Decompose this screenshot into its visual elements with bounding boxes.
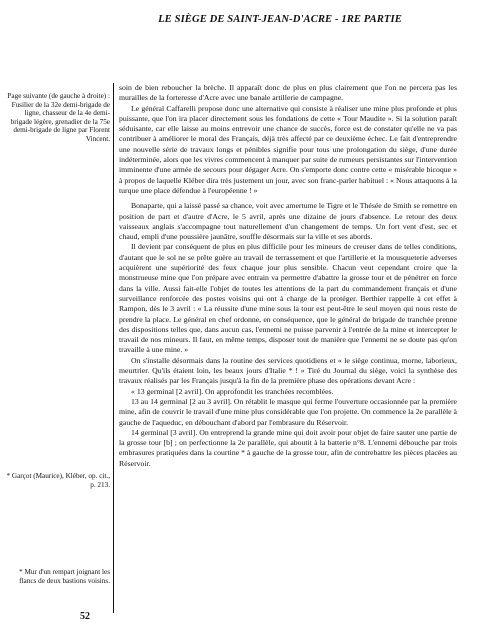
running-head	[120, 14, 440, 25]
running-head-text: LE SIÈGE DE SAINT-JEAN-D'ACRE - 1RE PARTIE	[158, 14, 402, 25]
body-paragraph: On s'installe désormais dans la routine des services quotidiens et « le siège continua, morne, laborieux, meurtrier. Qu'ils étaient loin, les beaux jours d'Italie * ! » Tiré du Journal du siège, voici la synthèse des travaux réalisés par les Français jusqu'à la fin de la première phase des opérations devant Acre :	[119, 355, 457, 386]
margin-divider-rule	[113, 83, 114, 613]
journal-entry: 13 au 14 germinal [2 au 3 avril]. On rétablit le masque qui ferme l'ouverture occasionnée par la première mine, afin de couvrir le travail d'une mine plus considérable que l'on projette. On commence la 2e parallèle à gauche de l'aqueduc, en débouchant d'abord par l'embrasure du Réservoir.	[119, 396, 457, 427]
body-text	[119, 83, 457, 469]
journal-entry: « 13 germinal [2 avril]. On approfondit les tranchées recomblées.	[131, 386, 334, 396]
body-paragraph: soin de bien reboucher la brèche. Il apparaît donc de plus en plus clairement que l'on ne percera pas les murailles de la forteresse d'Acre avec une banale artillerie de campagne.	[119, 83, 457, 103]
body-paragraph: Il devient par conséquent de plus en plus difficile pour les mineurs de creuser dans de telles conditions, d'autant que le sol ne se prête guère au travail de terrassement et que l'artillerie et la mousqueterie adverses acquièrent une supériorité des feux chaque jour plus sensible. Chacun veut cependant croire que la monstrueuse mine que l'on prépare avec entrain va permettre d'abattre la grosse tour et de pénétrer en force dans la ville. Aussi fait-elle l'objet de toutes les attentions de la part du commandement français et d'une surveillance renforcée des postes voisins qui ont à charge de la protéger. Berthier rappelle à cet effet à Rampon, dès le 3 avril : « La réussite d'une mine sous la tour est peut-être le seul moyen qui nous reste de prendre la place. Le général en chef ordonne, en conséquence, que le général de brigade de tranchée prenne des dispositions telles que, dans aucun cas, l'ennemi ne puisse parvenir à l'entrée de la mine et intercepter le travail de nos mineurs. Il faut, en même temps, disposer tout de manière que l'ennemi ne se doute pas qu'on travaille à une mine. »	[119, 242, 457, 355]
body-paragraph: Le général Caffarelli propose donc une alternative qui consiste à réaliser une mine plus profonde et plus puissante, que l'on ira placer directement sous les fondations de cette « Tour Maudite ». Si la solution paraît séduisante, car elle laisse au moins entrevoir une chance de succès, force est de constater qu'elle ne va pas contribuer à améliorer le moral des Français, déjà très affecté par ce deuxième échec. Le fait d'entreprendre une nouvelle série de travaux longs et pénibles signifie pour tous une prolongation du siège, d'une durée indéterminée, alors que les vivres commencent à manquer par suite de rumeurs persistantes sur l'intervention imminente d'une armée de secours pour dégager Acre. On s'emporte donc contre cette « misérable bicoque » à propos de laquelle Kléber dira très justement un jour, avec son franc-parler habituel : « Nous attaquons à la turque une place défendue à l'européenne ! »	[119, 103, 457, 195]
page-number: 52	[80, 611, 90, 622]
margin-note-illustration-caption: Page suivante (de gauche à droite) : Fusilier de la 32e demi-brigade de ligne, chasseur de la 4e demi-brigade légère, grenadier de la 75e demi-brigade de ligne par Florent Vincent.	[7, 92, 110, 143]
margin-note-footnote-garcot: * Garçot (Maurice), Kléber, op. cit., p. 213.	[6, 472, 110, 489]
journal-entry: 14 germinal [3 avril]. On entreprend la grande mine qui doit avoir pour objet de faire sauter une partie de la grosse tour [b] ; on perfectionne la 2e parallèle, qui aboutit à la batterie n°8. L'ennemi débouche par trois embrasures pratiquées dans la courtine * à gauche de la grosse tour, afin de contrebattre les pièces placées au Réservoir.	[119, 427, 457, 468]
margin-note-footnote-courtine: * Mur d'un rempart joignant les flancs de deux bastions voisins.	[19, 568, 110, 585]
body-paragraph: Bonaparte, qui a laissé passé sa chance, voit avec amertume le Tigre et le Thésée de Smith se remettre en position de part et d'autre d'Acre, le 5 avril, après une dizaine de jours d'absence. Le retour des deux vaisseaux anglais s'accompagne tout naturellement d'un changement de temps. Un fort vent d'est, sec et chaud, empli d'une poussière jaunâtre, souffle désormais sur la ville et ses abords.	[119, 201, 457, 242]
